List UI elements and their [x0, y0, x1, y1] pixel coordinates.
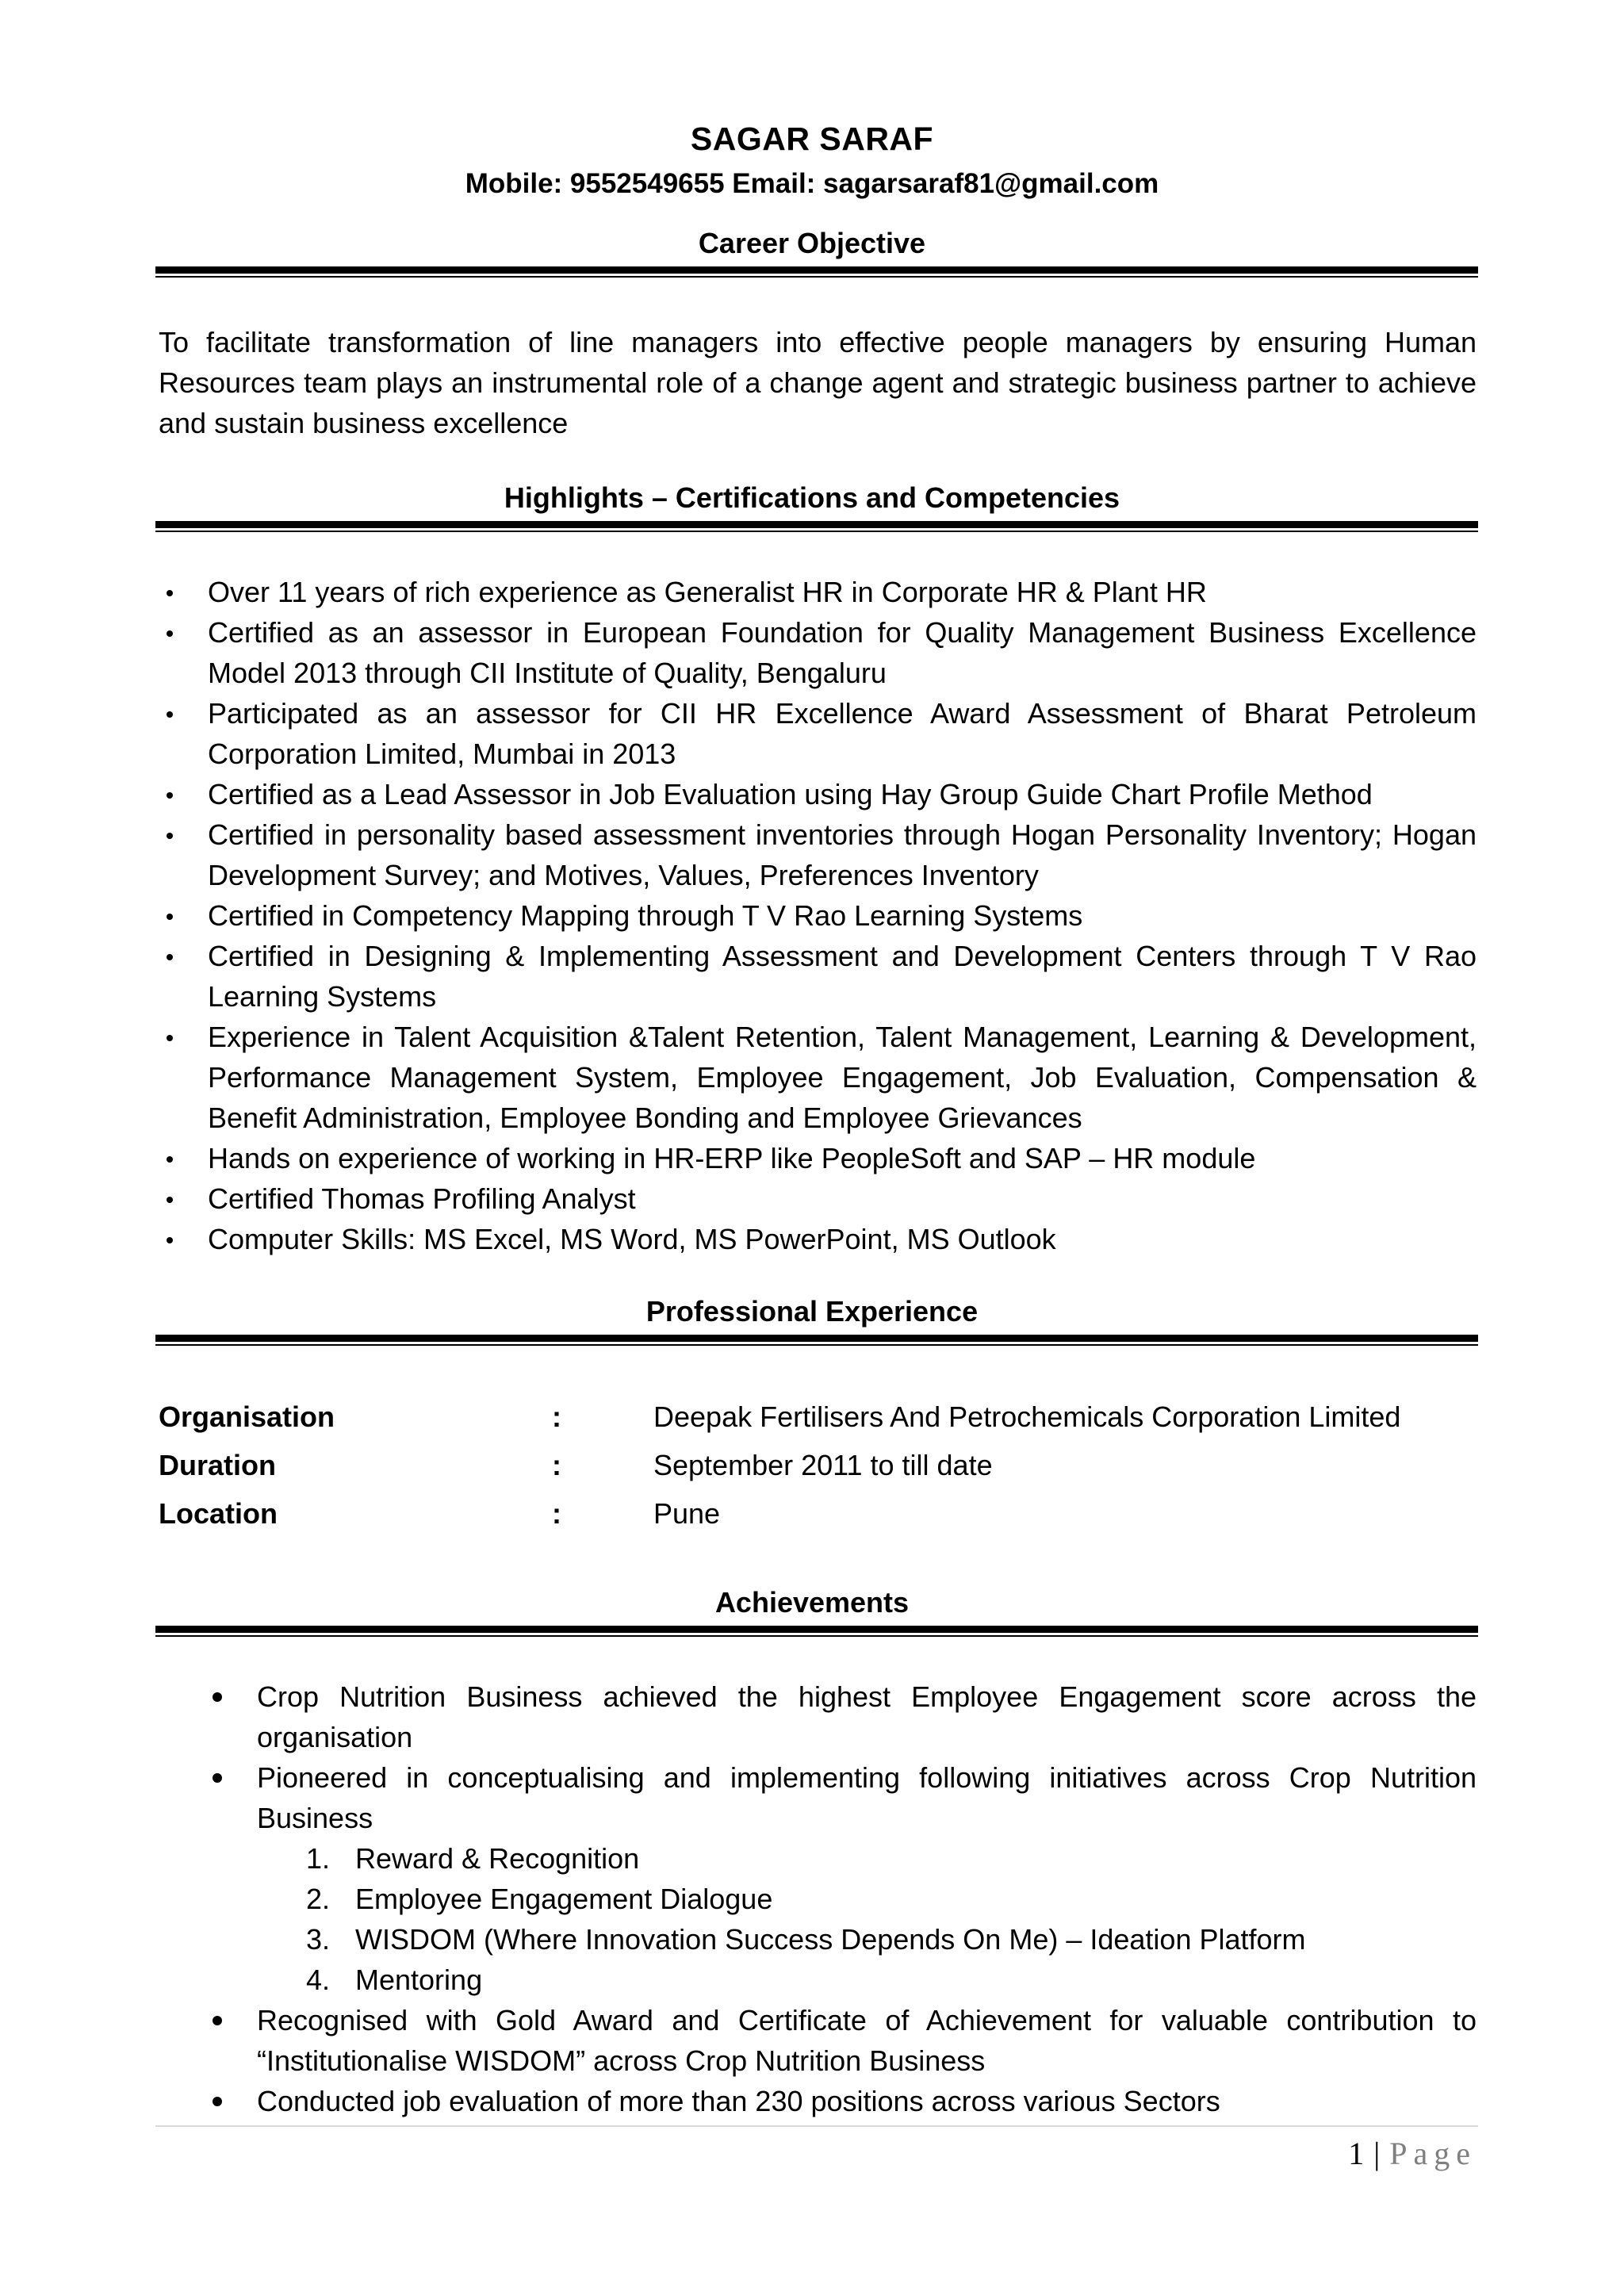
field-value: Deepak Fertilisers And Petrochemicals Corporation Limited [653, 1400, 1401, 1433]
page-separator: | [1373, 2136, 1381, 2171]
list-item: Recognised with Gold Award and Certificate of Achievement for valuable contribution to “Institutionalise WISDOM” across Crop Nutrition Business [208, 2000, 1477, 2081]
section-title-career-objective: Career Objective [698, 227, 926, 259]
field-value: September 2011 to till date [653, 1449, 993, 1481]
bullet-icon [167, 914, 173, 920]
bullet-icon [167, 1197, 173, 1203]
bullet-icon [213, 1773, 222, 1783]
list-item: Certified as an assessor in European Foundation for Quality Management Business Excellence Model 2013 through CII Institute of Quality, Bengaluru [159, 612, 1477, 693]
bullet-icon [167, 630, 173, 637]
achievements-list [208, 1676, 1477, 2121]
field-label: Duration [159, 1449, 276, 1481]
bullet-icon [167, 954, 173, 960]
list-item: Over 11 years of rich experience as Generalist HR in Corporate HR & Plant HR [159, 572, 1477, 612]
field-value: Pune [653, 1497, 721, 1530]
field-colon: : [552, 1497, 561, 1530]
bullet-icon [167, 792, 173, 799]
experience-row-location [159, 1497, 1477, 1546]
sub-list-item: 3. WISDOM (Where Innovation Success Depends On Me) – Ideation Platform [306, 1923, 1306, 1956]
sub-list-item: 4. Mentoring [306, 1964, 483, 1996]
bullet-icon [167, 833, 173, 839]
section-divider [155, 1335, 1478, 1346]
field-colon: : [552, 1449, 561, 1481]
list-item: Certified in Competency Mapping through T V Rao Learning Systems [159, 895, 1477, 936]
bullet-icon [167, 590, 173, 596]
candidate-name: SAGAR SARAF [690, 121, 934, 157]
sub-list-item: 1. Reward & Recognition [306, 1842, 640, 1875]
list-item: Experience in Talent Acquisition &Talent Retention, Talent Management, Learning & Development, Performance Management System, Employee Engagement, Job Evaluation, Compensation & Benefit Administration, Employee Bonding and Employee Grievances [159, 1017, 1477, 1138]
list-item: Certified in Designing & Implementing Assessment and Development Centers through T V Rao Learning Systems [159, 936, 1477, 1017]
page-label: Page [1389, 2136, 1477, 2171]
experience-row-duration [159, 1449, 1477, 1497]
bullet-icon [167, 711, 173, 718]
section-divider [155, 1626, 1478, 1637]
list-item: Certified Thomas Profiling Analyst [159, 1178, 1477, 1219]
section-title-professional-experience: Professional Experience [645, 1295, 979, 1328]
experience-row-organisation [159, 1400, 1477, 1449]
list-item: Participated as an assessor for CII HR Excellence Award Assessment of Bharat Petroleum Corporation Limited, Mumbai in 2013 [159, 693, 1477, 774]
contact-line: Mobile: 9552549655 Email: sagarsaraf81@gmail.com [465, 168, 1159, 199]
bullet-icon [213, 2016, 222, 2025]
section-divider [155, 521, 1478, 532]
sub-list-item: 2. Employee Engagement Dialogue [306, 1883, 773, 1915]
bullet-icon [167, 1035, 173, 1041]
section-title-highlights: Highlights – Certifications and Competencies [504, 481, 1120, 514]
bullet-icon [213, 2097, 222, 2106]
footer-divider [155, 2125, 1478, 2127]
bullet-icon [167, 1237, 173, 1243]
career-objective-text: To facilitate transformation of line managers into effective people managers by ensuring Human Resources team plays an instrumental role of a change agent and strategic business partner to achieve and sustain business excellence [159, 326, 1477, 439]
field-label: Location [159, 1497, 278, 1530]
bullet-icon [213, 1692, 222, 1702]
list-item: Certified in personality based assessment inventories through Hogan Personality Inventory; Hogan Development Survey; and Motives, Values, Preferences Inventory [159, 814, 1477, 895]
list-item: Computer Skills: MS Excel, MS Word, MS PowerPoint, MS Outlook [159, 1219, 1477, 1259]
highlights-list [159, 572, 1477, 1259]
bullet-icon [167, 1156, 173, 1163]
initiatives-sublist [257, 1838, 1477, 2000]
list-item: Hands on experience of working in HR-ERP like PeopleSoft and SAP – HR module [159, 1138, 1477, 1178]
list-item: Crop Nutrition Business achieved the highest Employee Engagement score across the organisation [208, 1676, 1477, 1757]
section-title-achievements: Achievements [714, 1586, 910, 1619]
list-item: Conducted job evaluation of more than 230 positions across various Sectors [208, 2081, 1477, 2121]
list-item: Certified as a Lead Assessor in Job Evaluation using Hay Group Guide Chart Profile Method [159, 774, 1477, 814]
page-number: 1 [1348, 2136, 1365, 2171]
section-divider [155, 266, 1478, 278]
experience-details [159, 1400, 1477, 1546]
field-label: Organisation [159, 1400, 335, 1433]
page-footer [1348, 2135, 1477, 2172]
field-colon: : [552, 1400, 561, 1433]
list-item: Pioneered in conceptualising and implementing following initiatives across Crop Nutrition Business 1. Reward & Recognition 2. Employee Engagement Dialogue 3. WISDOM (Where Innovation Success Depends On Me) – Ideation Platform 4. Mentoring [208, 1757, 1477, 2000]
